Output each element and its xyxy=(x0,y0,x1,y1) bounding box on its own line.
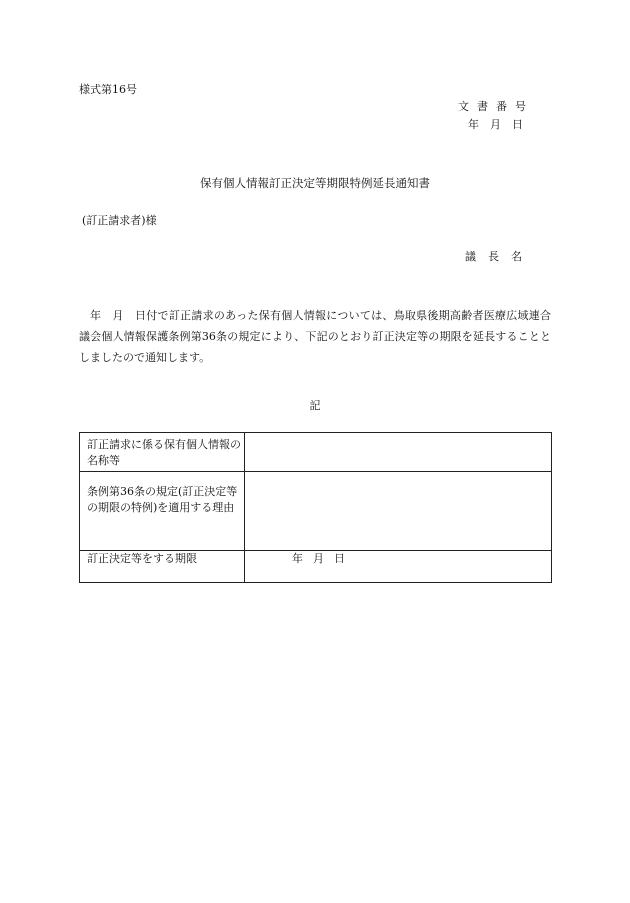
table-label-cell: 訂正請求に係る保有個人情報の名称等 xyxy=(80,433,245,472)
table-value-cell xyxy=(245,433,552,472)
table-row xyxy=(80,551,552,583)
table-row xyxy=(80,472,552,551)
document-date-label: 年月日 xyxy=(468,118,534,131)
form-number: 様式第16号 xyxy=(79,83,137,96)
deadline-date: 年月日 xyxy=(292,552,355,565)
table-value-cell xyxy=(245,551,552,583)
table-row xyxy=(80,433,552,472)
ki-heading: 記 xyxy=(309,399,321,412)
addressee: (訂正請求者)様 xyxy=(82,214,157,227)
document-number-label: 文書番号 xyxy=(458,100,534,113)
table-label-cell: 訂正決定等をする期限 xyxy=(80,551,245,583)
notice-details-table xyxy=(79,432,552,583)
document-title: 保有個人情報訂正決定等期限特例延長通知書 xyxy=(200,176,430,190)
table-label-cell: 条例第36条の規定(訂正決定等の期限の特例)を適用する理由 xyxy=(80,472,245,551)
table-value-cell xyxy=(245,472,552,551)
sender-name-label: 議長名 xyxy=(465,250,534,263)
notice-body-text: 年 月 日付で訂正請求のあった保有個人情報については、鳥取県後期高齢者医療広域連合議会個人情報保護条例第36条の規定により、下記のとおり訂正決定等の期限を延長することとしましたので通知します。 xyxy=(79,309,551,364)
